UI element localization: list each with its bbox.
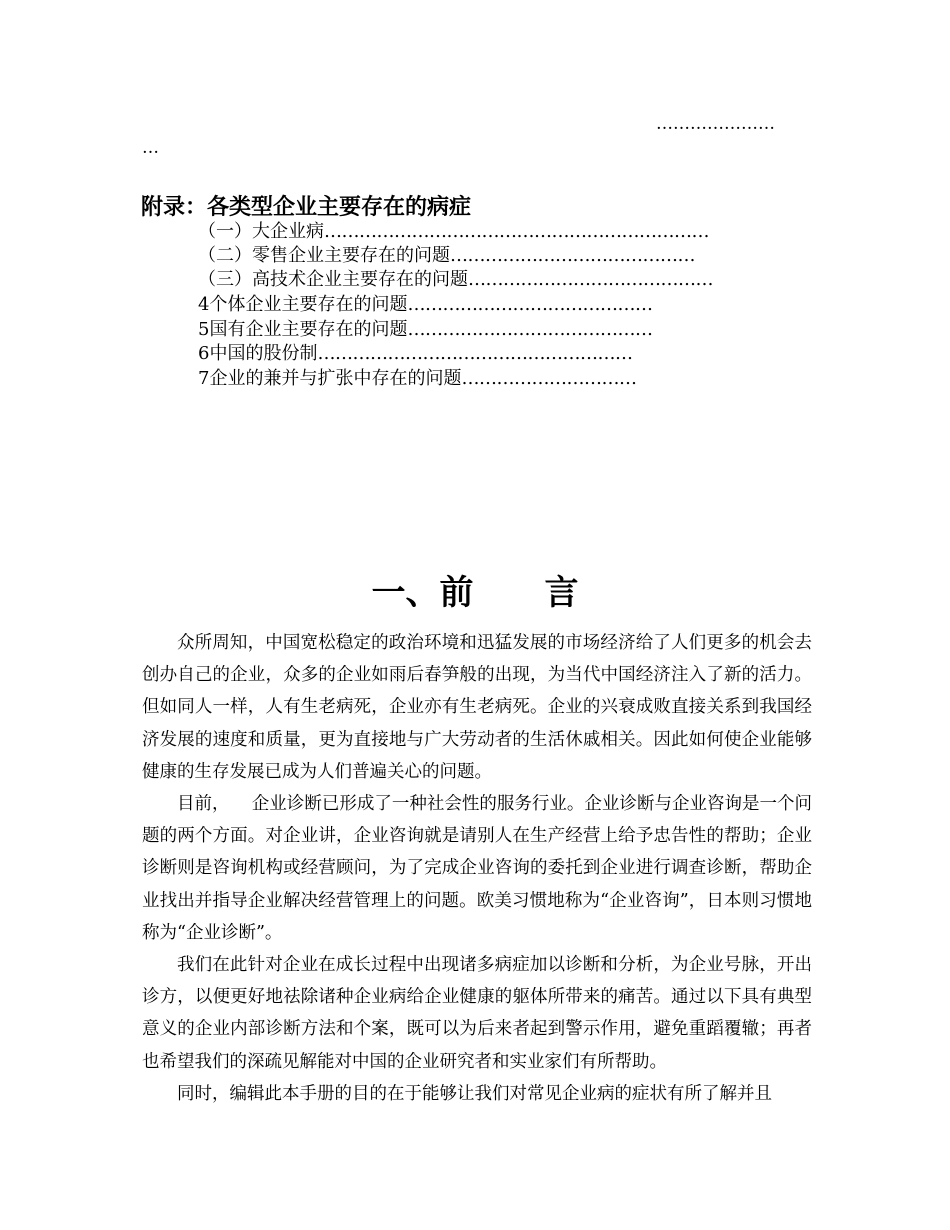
toc-item-label: 零售企业主要存在的问题 — [252, 245, 450, 266]
section-title: 一、前 言 — [371, 573, 579, 613]
toc-item[interactable] — [198, 367, 636, 391]
toc-leader-dots-continued: … — [142, 138, 159, 158]
toc-item-number: 7 — [198, 368, 210, 389]
toc-item-number: （二） — [198, 245, 252, 266]
toc-item-label: 中国的股份制 — [209, 343, 318, 364]
toc-item-label: 大企业病 — [252, 221, 324, 242]
toc-item[interactable] — [198, 293, 652, 317]
toc-item-number: 4 — [198, 294, 210, 315]
toc-item[interactable] — [198, 268, 713, 292]
toc-item-label: 企业的兼并与扩张中存在的问题 — [209, 368, 462, 389]
toc-item-dots: ……………………………………………… — [317, 343, 633, 364]
toc-item-number: （一） — [198, 221, 252, 242]
paragraph: 目前， 企业诊断已形成了一种社会性的服务行业。企业诊断与企业咨询是一个问题的两个方面。对企业讲，企业咨询就是请别人在生产经营上给予忠告性的帮助；企业诊断则是咨询机构或经营顾问，为了完成企业咨询的委托到企业进行调查诊断，帮助企业找出并指导企业解决经营管理上的问题。欧美习惯地称为“企业咨询”，日本则习惯地称为“企业诊断”。 — [142, 794, 812, 943]
section-body — [142, 627, 812, 1110]
paragraph: 我们在此针对企业在成长过程中出现诸多病症加以诊断和分析，为企业号脉，开出诊方，以便更好地祛除诸种企业病给企业健康的躯体所带来的痛苦。通过以下具有典型意义的企业内部诊断方法和个案，既可以为后来者起到警示作用，避免重蹈覆辙；再者也希望我们的深疏见解能对中国的企业研究者和实业家们有所帮助。 — [142, 955, 812, 1072]
toc-item-dots: ………………………………………………………… — [324, 221, 709, 242]
toc-item-dots: …………………………………… — [450, 245, 695, 266]
toc-item-dots: …………………………………… — [407, 294, 653, 315]
paragraph: 众所周知，中国宽松稳定的政治环境和迅猛发展的市场经济给了人们更多的机会去创办自己的企业，众多的企业如雨后春笋般的出现，为当代中国经济注入了新的活力。但如同人一样，人有生老病死，企业亦有生老病死。企业的兴衰成败直接关系到我国经济发展的速度和质量，更为直接地与广大劳动者的生活休戚相关。因此如何使企业能够健康的生存发展已成为人们普遍关心的问题。 — [142, 633, 812, 782]
toc-item-number: 5 — [198, 319, 210, 340]
toc-item-number: （三） — [198, 269, 252, 290]
toc-item-label: 个体企业主要存在的问题 — [209, 294, 408, 315]
toc-item[interactable] — [198, 244, 695, 268]
toc-item-dots: …………………………………… — [407, 319, 653, 340]
toc-item-number: 6 — [198, 343, 210, 364]
appendix-title: 附录：各类型企业主要存在的病症 — [141, 194, 472, 220]
toc-leader-dots: ………………… — [656, 114, 775, 134]
toc-item[interactable] — [198, 342, 632, 366]
toc-item-dots: …………………………………… — [468, 269, 713, 290]
toc-item-dots: ………………………… — [461, 368, 637, 389]
toc-item-label: 国有企业主要存在的问题 — [209, 319, 408, 340]
toc-item[interactable] — [198, 318, 652, 342]
toc-item[interactable] — [198, 220, 709, 244]
paragraph: 同时，编辑此本手册的目的在于能够让我们对常见企业病的症状有所了解并且 — [177, 1083, 772, 1104]
toc-item-label: 高技术企业主要存在的问题 — [252, 269, 468, 290]
